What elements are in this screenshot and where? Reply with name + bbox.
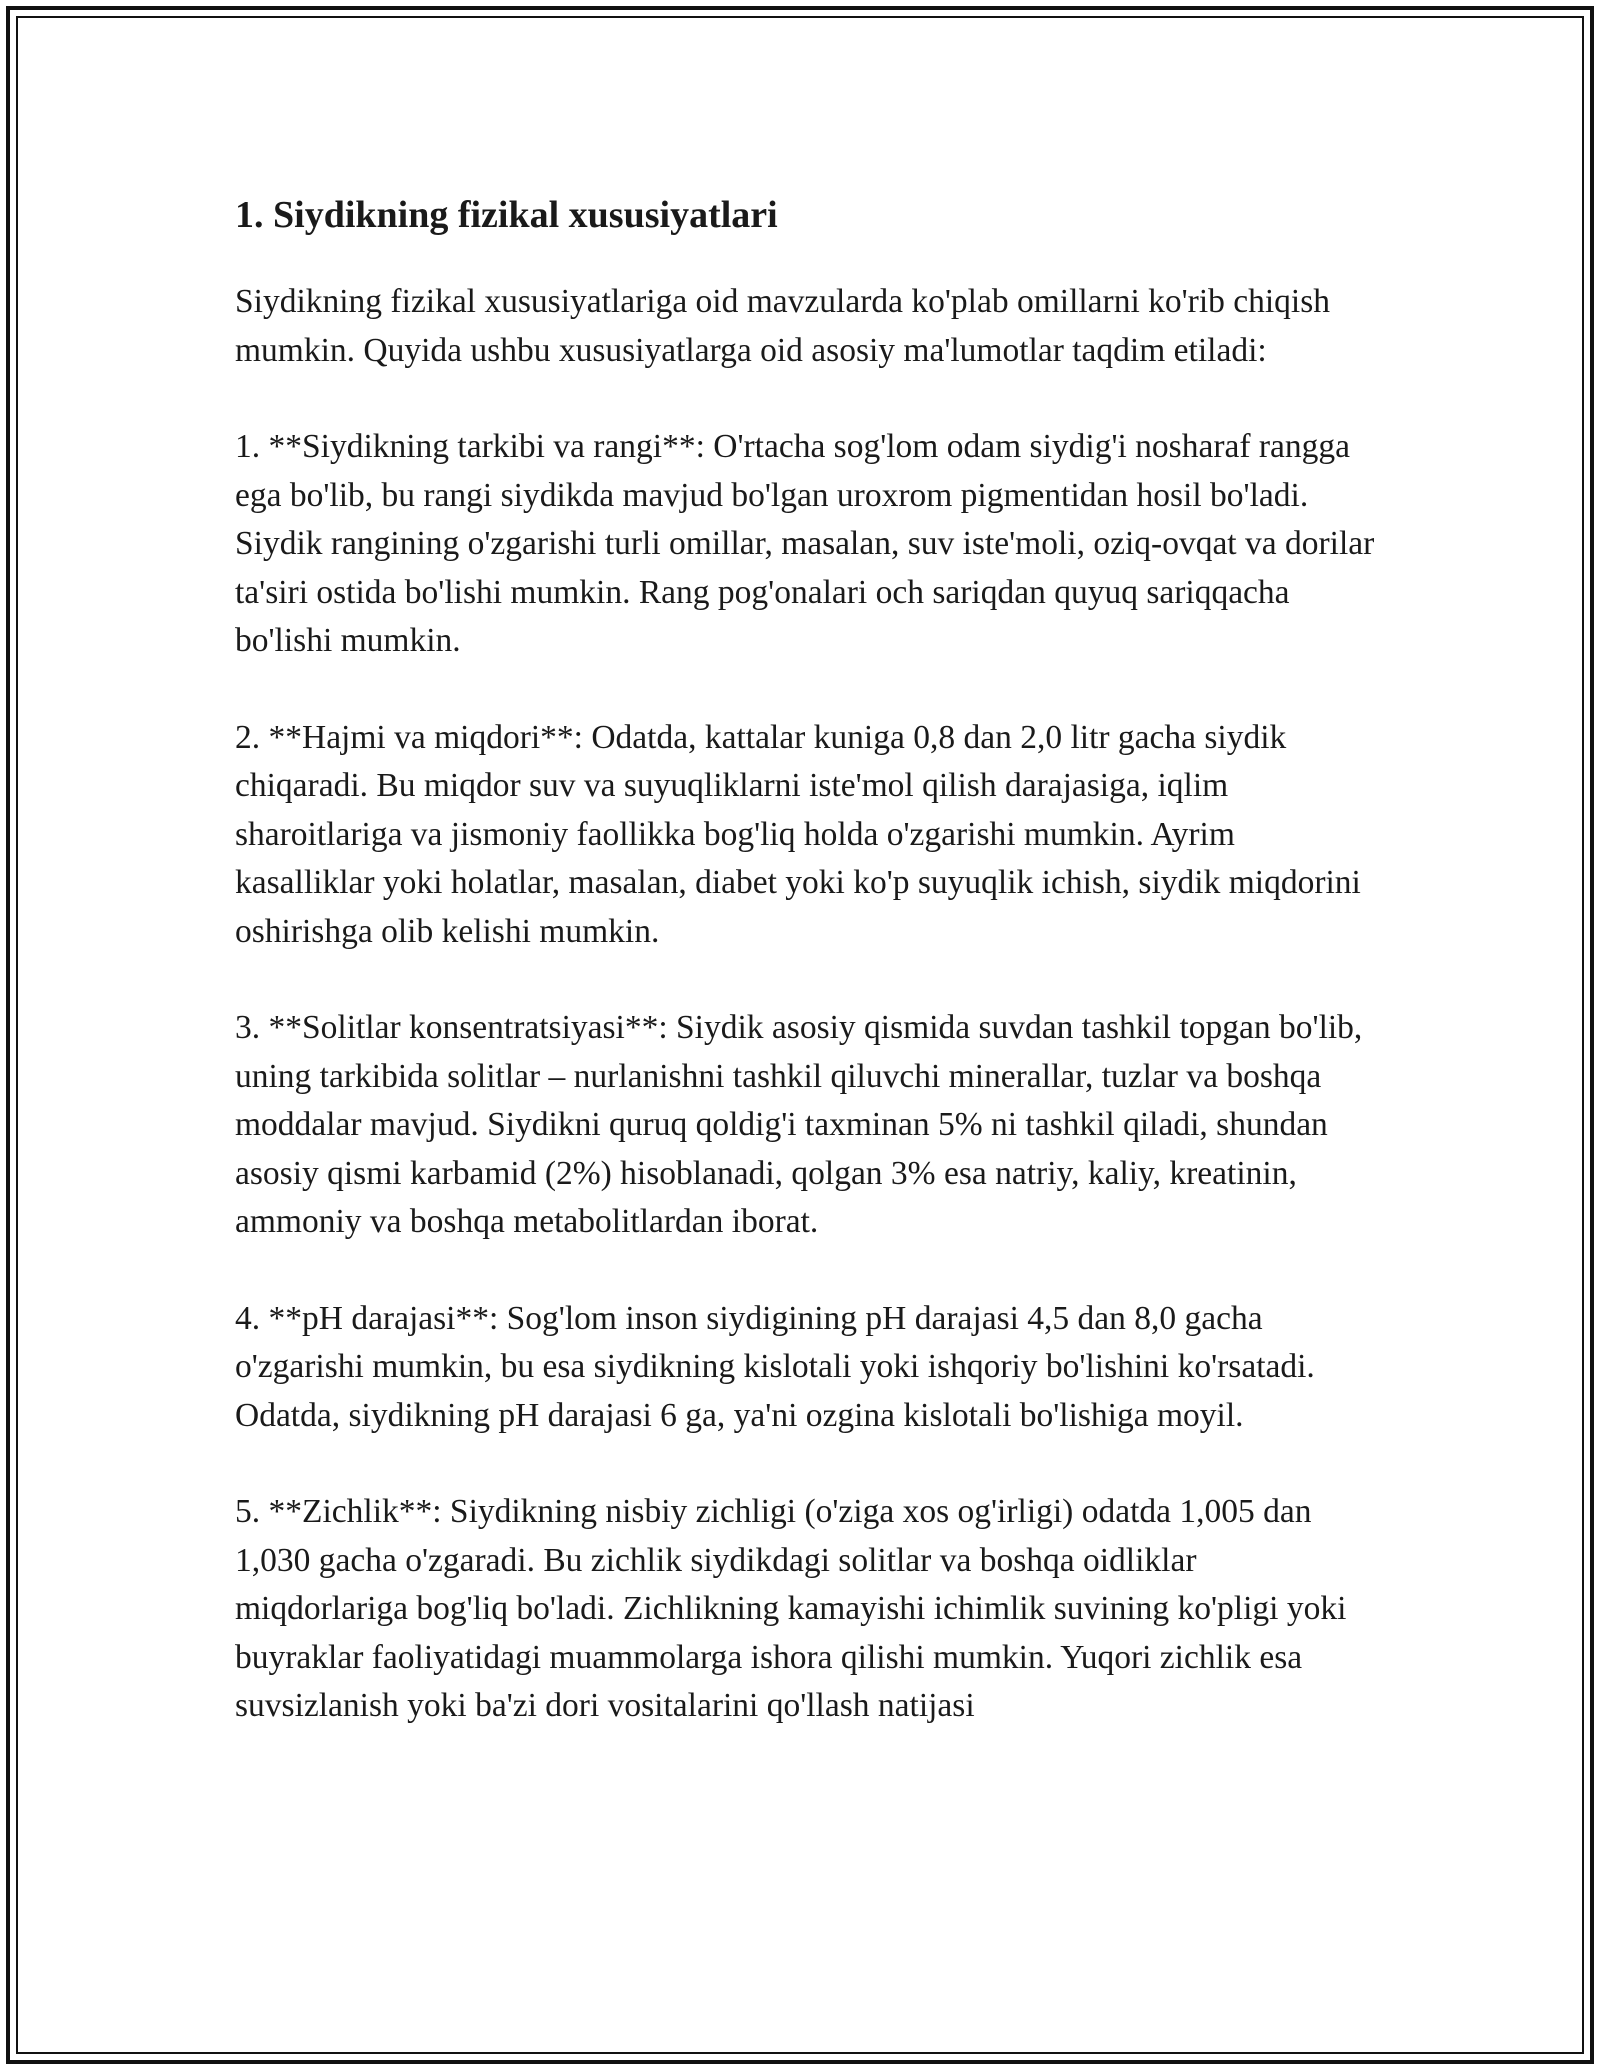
paragraph-ph: 4. **pH darajasi**: Sog'lom inson siydigining pH darajasi 4,5 dan 8,0 gacha o'zgarishi mumkin, bu esa siydikning kislotali yoki ishqoriy bo'lishini ko'rsatadi. Odatda, siydikning pH darajasi 6 ga, ya'ni ozgina kislotali bo'lishiga moyil. — [235, 1299, 1315, 1434]
paragraph-density: 5. **Zichlik**: Siydikning nisbiy zichligi (o'ziga xos og'irligi) odatda 1,005 dan 1,030 gacha o'zgaradi. Bu zichlik siydikdagi solitlar va boshqa oidliklar miqdorlariga bog'liq bo'ladi. Zichlikning kamayishi ichimlik suvining ko'pligi yoki buyraklar faoliyatidagi muammolarga ishora qilishi mumkin. Yuqori zichlik esa suvsizlanish yoki ba'zi dori vositalarini qo'llash natijasi — [235, 1493, 1347, 1724]
document-body — [235, 182, 1375, 1779]
paragraph-solutes: 3. **Solitlar konsentratsiyasi**: Siydik asosiy qismida suvdan tashkil topgan bo'lib, uning tarkibida solitlar – nurlanishni tashkil qiluvchi minerallar, tuzlar va boshqa moddalar mavjud. Siydikni quruq qoldig'i taxminan 5% ni tashkil qiladi, shundan asosiy qismi karbamid (2%) hisoblanadi, qolgan 3% esa natriy, kaliy, kreatinin, ammoniy va boshqa metabolitlardan iborat. — [235, 1009, 1363, 1240]
paragraph-color: 1. **Siydikning tarkibi va rangi**: O'rtacha sog'lom odam siydig'i nosharaf rangga ega bo'lib, bu rangi siydikda mavjud bo'lgan uroxrom pigmentidan hosil bo'ladi. Siydik rangining o'zgarishi turli omillar, masalan, suv iste'moli, oziq-ovqat va dorilar ta'siri ostida bo'lishi mumkin. Rang pog'onalari och sariqdan quyuq sariqqacha bo'lishi mumkin. — [235, 428, 1375, 659]
section-heading: 1. Siydikning fizikal xususiyatlari — [235, 194, 778, 236]
paragraph-intro: Siydikning fizikal xususiyatlariga oid mavzularda ko'plab omillarni ko'rib chiqish mumkin. Quyida ushbu xususiyatlarga oid asosiy ma'lumotlar taqdim etiladi: — [235, 283, 1331, 369]
paragraph-volume: 2. **Hajmi va miqdori**: Odatda, kattalar kuniga 0,8 dan 2,0 litr gacha siydik chiqaradi. Bu miqdor suv va suyuqliklarni iste'mol qilish darajasiga, iqlim sharoitlariga va jismoniy faollikka bog'liq holda o'zgarishi mumkin. Ayrim kasalliklar yoki holatlar, masalan, diabet yoki ko'p suyuqlik ichish, siydik miqdorini oshirishga olib kelishi mumkin. — [235, 718, 1361, 950]
